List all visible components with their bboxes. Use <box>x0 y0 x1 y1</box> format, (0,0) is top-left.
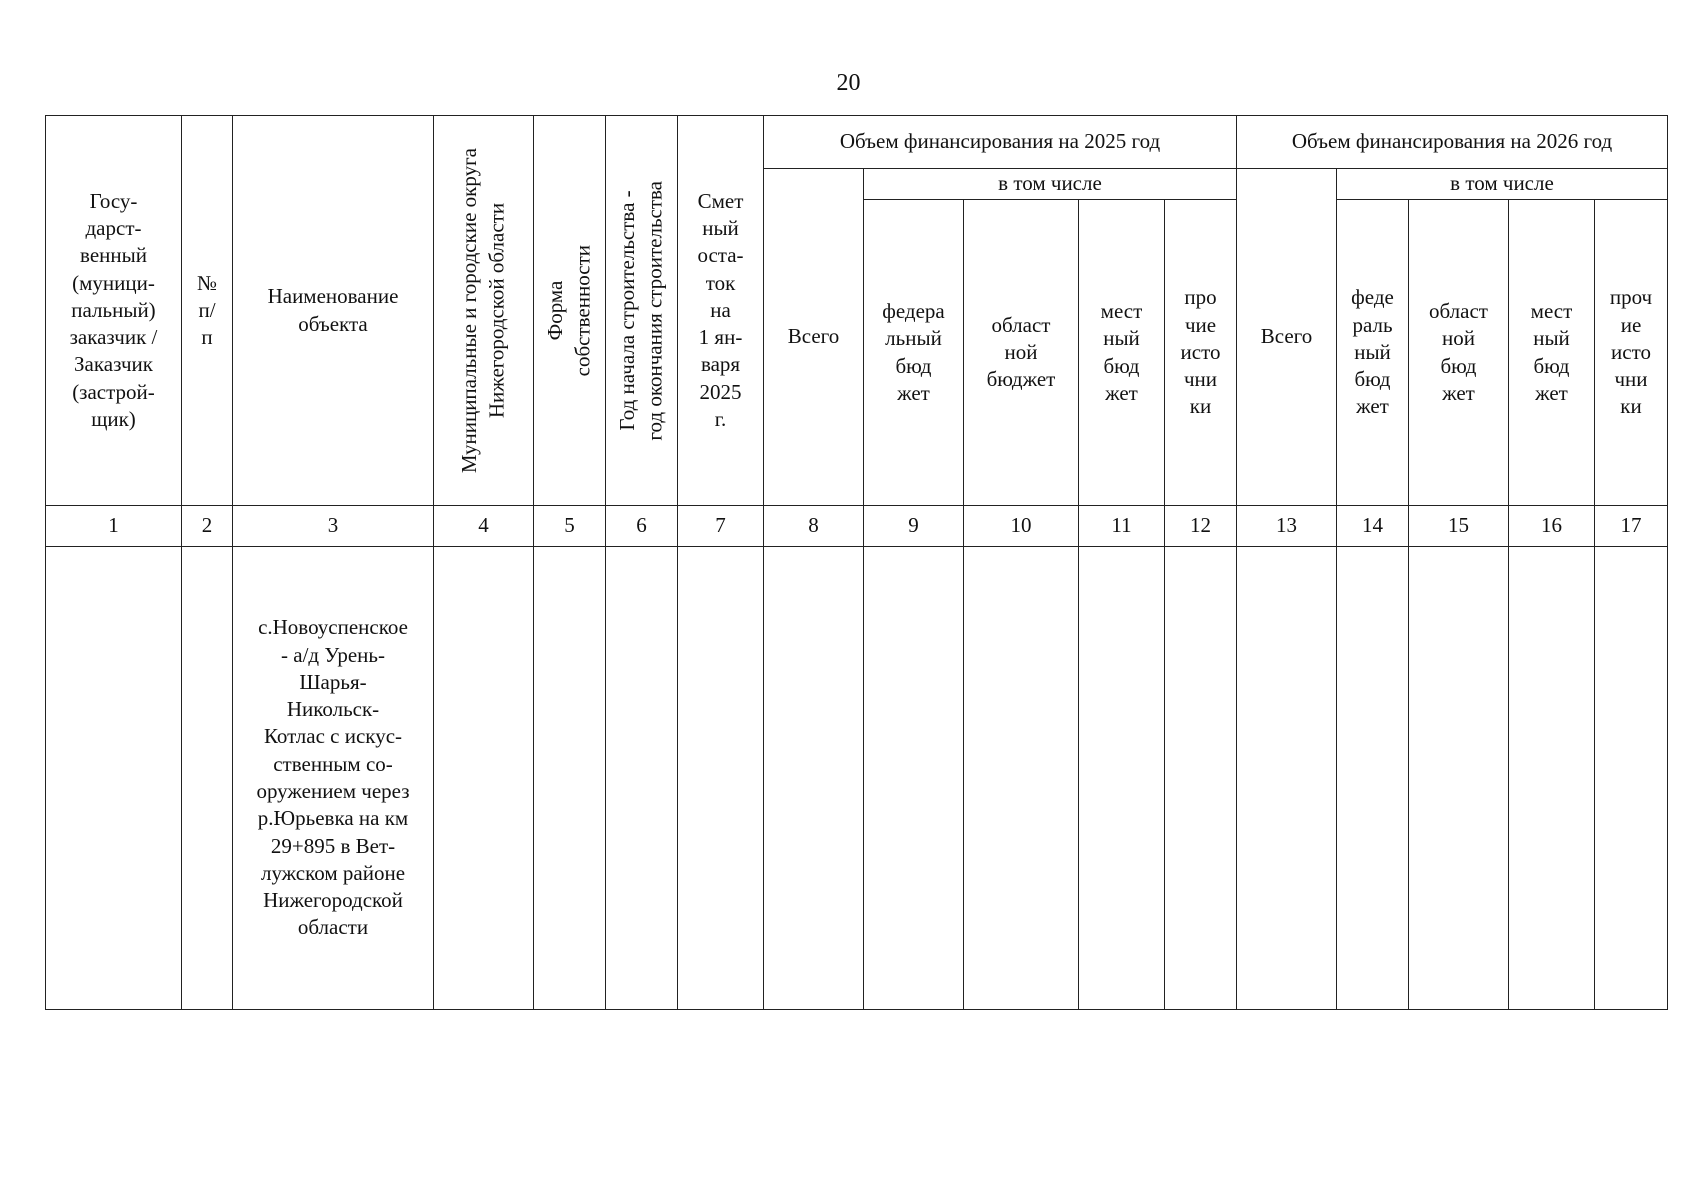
cell-districts <box>434 547 534 1010</box>
cell-2026-regional <box>1409 547 1509 1010</box>
column-number: 12 <box>1165 506 1237 547</box>
column-number: 3 <box>233 506 434 547</box>
cell-2025-total <box>764 547 864 1010</box>
cell-customer <box>46 547 182 1010</box>
header-2026-title: Объем финансирования на 2026 год <box>1237 116 1668 169</box>
header-2026-federal: феде раль ный бюд жет <box>1337 200 1409 506</box>
cell-2026-local <box>1509 547 1595 1010</box>
header-object-name: Наименование объекта <box>233 116 434 506</box>
column-number: 9 <box>864 506 964 547</box>
cell-2026-federal <box>1337 547 1409 1010</box>
cell-ownership <box>534 547 606 1010</box>
column-numbers-row <box>46 506 1668 547</box>
table-row <box>46 547 1668 1010</box>
cell-2025-local <box>1079 547 1165 1010</box>
cell-2025-other <box>1165 547 1237 1010</box>
header-estimate: Смет ный оста- ток на 1 ян- варя 2025 г. <box>678 116 764 506</box>
cell-2025-federal <box>864 547 964 1010</box>
column-number: 11 <box>1079 506 1165 547</box>
header-number: № п/ п <box>182 116 233 506</box>
column-number: 15 <box>1409 506 1509 547</box>
column-number: 16 <box>1509 506 1595 547</box>
cell-number <box>182 547 233 1010</box>
header-2025-including: в том числе <box>864 169 1237 200</box>
header-2025-federal: федера льный бюд жет <box>864 200 964 506</box>
header-districts-text: Муниципальные и городские округа Нижегородской области <box>457 147 509 474</box>
cell-2025-regional <box>964 547 1079 1010</box>
header-2026-total: Всего <box>1237 169 1337 506</box>
column-number: 14 <box>1337 506 1409 547</box>
header-2025-local: мест ный бюд жет <box>1079 200 1165 506</box>
header-ownership <box>534 116 606 506</box>
header-2026-local: мест ный бюд жет <box>1509 200 1595 506</box>
header-2026-regional: област ной бюд жет <box>1409 200 1509 506</box>
column-number: 6 <box>606 506 678 547</box>
column-number: 7 <box>678 506 764 547</box>
header-2025-other: про чие исто чни ки <box>1165 200 1237 506</box>
column-number: 5 <box>534 506 606 547</box>
header-2026-other: проч ие исто чни ки <box>1595 200 1668 506</box>
column-number: 13 <box>1237 506 1337 547</box>
page-number: 20 <box>836 70 861 96</box>
column-number: 17 <box>1595 506 1668 547</box>
header-2025-total: Всего <box>764 169 864 506</box>
header-districts <box>434 116 534 506</box>
cell-years <box>606 547 678 1010</box>
header-2025-title: Объем финансирования на 2025 год <box>764 116 1237 169</box>
column-number: 8 <box>764 506 864 547</box>
cell-2026-other <box>1595 547 1668 1010</box>
financing-table <box>45 115 1668 1010</box>
column-number: 4 <box>434 506 534 547</box>
cell-object-name: с.Новоуспенское - а/д Урень- Шарья- Никольск- Котлас с искус- ственным со- оружением через р.Юрьевка на км 29+895 в Вет- лужском районе Нижегородской области <box>233 547 434 1010</box>
cell-estimate <box>678 547 764 1010</box>
header-years <box>606 116 678 506</box>
column-number: 1 <box>46 506 182 547</box>
header-customer: Госу- дарст- венный (муници- пальный) заказчик / Заказчик (застрой- щик) <box>46 116 182 506</box>
header-ownership-text: Форма собственности <box>543 244 595 377</box>
header-2026-including: в том числе <box>1337 169 1668 200</box>
cell-2026-total <box>1237 547 1337 1010</box>
column-number: 2 <box>182 506 233 547</box>
column-number: 10 <box>964 506 1079 547</box>
header-2025-regional: област ной бюджет <box>964 200 1079 506</box>
header-years-text: Год начала строительства - год окончания строительства <box>615 180 667 441</box>
